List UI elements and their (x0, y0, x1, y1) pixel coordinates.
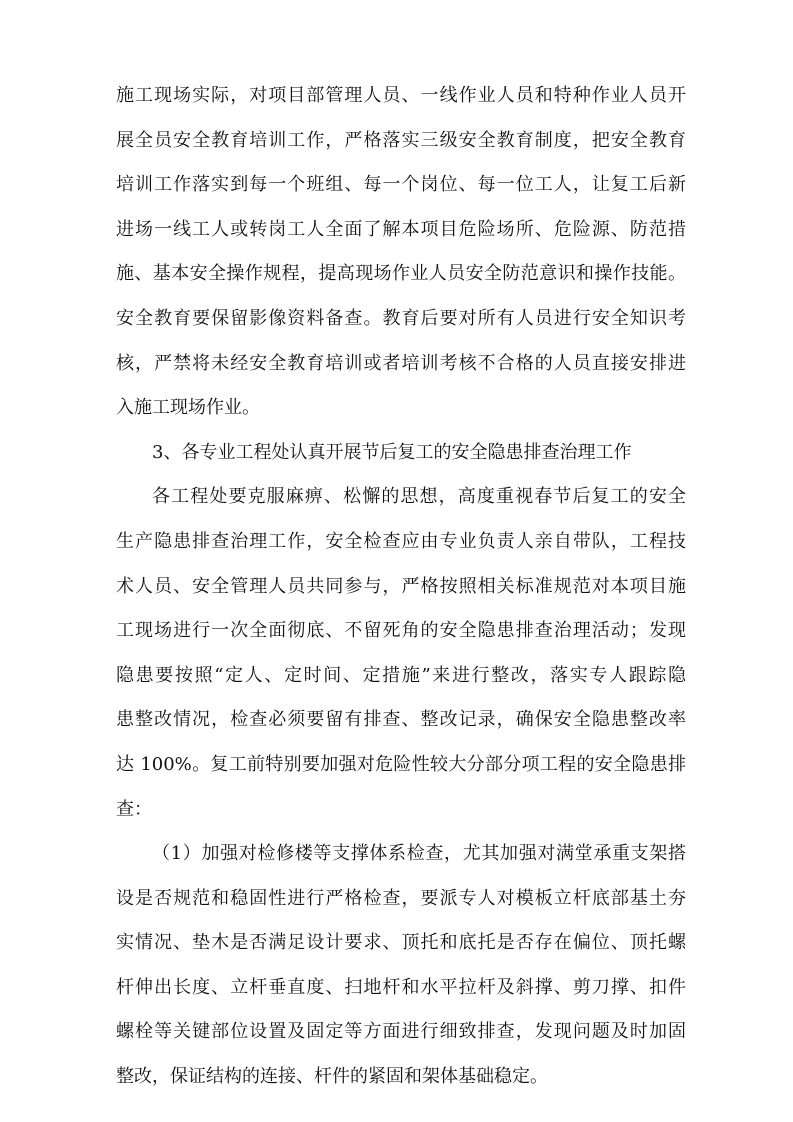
paragraph-safety-training (116, 74, 686, 431)
text-line: 查： (116, 798, 152, 820)
section-heading-3 (116, 431, 686, 476)
text-line: 患整改情况，检查必须要留有排查、整改记录，确保安全隐患整改率 (116, 709, 686, 731)
text-line: 螺栓等关键部位设置及固定等方面进行细致排查，发现问题及时加固 (116, 1021, 686, 1043)
text-line: 核，严禁将未经安全教育培训或者培训考核不合格的人员直接安排进 (116, 352, 686, 374)
text-line: 实情况、垫木是否满足设计要求、顶托和底托是否存在偏位、顶托螺 (116, 932, 686, 954)
text-line: 展全员安全教育培训工作，严格落实三级安全教育制度，把安全教育 (116, 129, 686, 151)
heading-text: 3、各专业工程处认真开展节后复工的安全隐患排查治理工作 (152, 441, 632, 463)
text-line: 施、基本安全操作规程，提高现场作业人员安全防范意识和操作技能。 (116, 263, 686, 285)
paragraph-support-system-check (116, 832, 686, 1100)
text-line: 安全教育要保留影像资料备查。教育后要对所有人员进行安全知识考 (116, 307, 686, 329)
document-body (116, 74, 686, 1100)
text-line: 工现场进行一次全面彻底、不留死角的安全隐患排查治理活动；发现 (116, 620, 686, 642)
text-line: 入施工现场作业。 (116, 397, 260, 419)
text-line: 杆伸出长度、立杆垂直度、扫地杆和水平拉杆及斜撑、剪刀撑、扣件 (116, 976, 686, 998)
text-line: 生产隐患排查治理工作，安全检查应由专业负责人亲自带队，工程技 (116, 530, 686, 552)
text-line: 达 100%。复工前特别要加强对危险性较大分部分项工程的安全隐患排 (116, 753, 686, 775)
text-line: （1）加强对检修楼等支撑体系检查，尤其加强对满堂承重支架搭 (152, 843, 686, 865)
text-line: 各工程处要克服麻痹、松懈的思想，高度重视春节后复工的安全 (152, 486, 686, 508)
text-line: 隐患要按照“定人、定时间、定措施”来进行整改，落实专人跟踪隐 (116, 664, 686, 686)
text-line: 术人员、安全管理人员共同参与，严格按照相关标准规范对本项目施 (116, 575, 686, 597)
text-line: 培训工作落实到每一个班组、每一个岗位、每一位工人，让复工后新 (116, 174, 686, 196)
text-line: 进场一线工人或转岗工人全面了解本项目危险场所、危险源、防范措 (116, 218, 686, 240)
text-line: 设是否规范和稳固性进行严格检查，要派专人对模板立杆底部基土夯 (116, 887, 686, 909)
paragraph-hazard-inspection (116, 475, 686, 832)
text-line: 施工现场实际，对项目部管理人员、一线作业人员和特种作业人员开 (116, 85, 686, 106)
text-line: 整改，保证结构的连接、杆件的紧固和架体基础稳定。 (116, 1066, 548, 1088)
